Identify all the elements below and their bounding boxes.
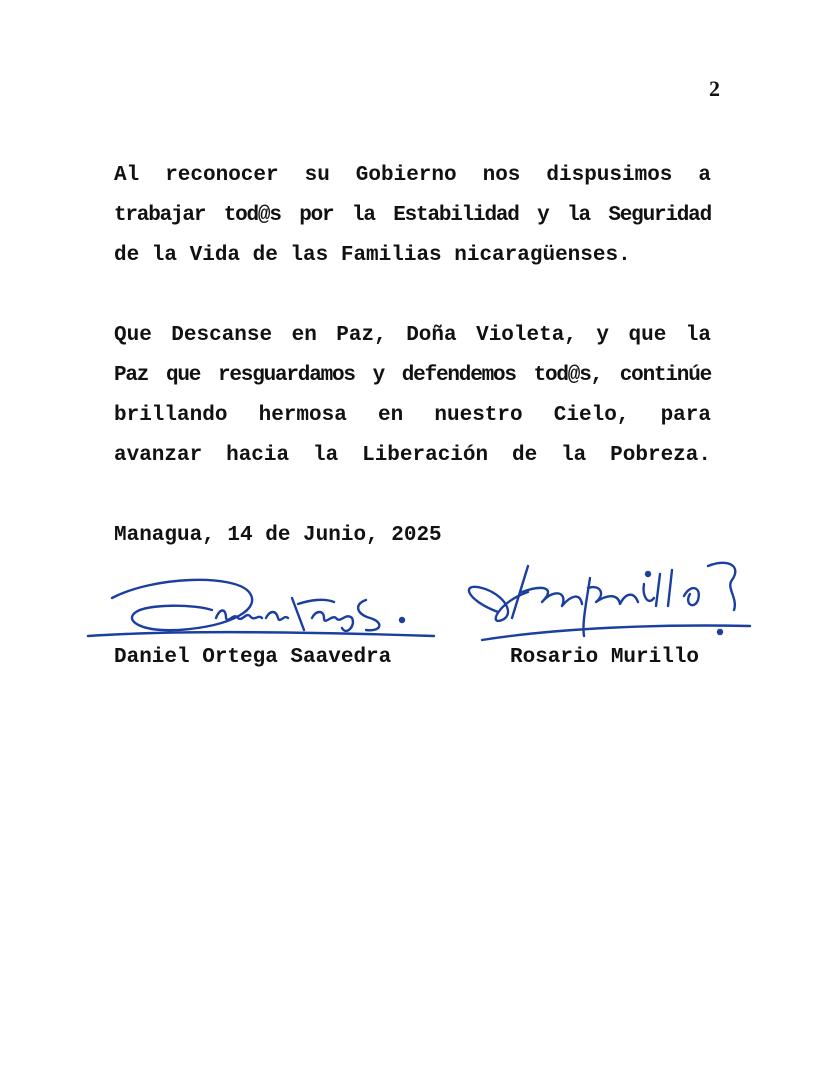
paragraph-line: Que Descanse en Paz, Doña Violeta, y que la	[114, 324, 711, 347]
paragraph-line: trabajar tod@s por la Estabilidad y la Seguridad	[114, 204, 711, 227]
signer-name-rosario-murillo: Rosario Murillo	[510, 646, 700, 669]
place-and-date: Managua, 14 de Junio, 2025	[114, 524, 442, 547]
signature-daniel-ortega	[84, 574, 444, 646]
paragraph-line: de la Vida de las Familias nicaragüenses.	[114, 244, 631, 267]
signature-rosario-murillo	[458, 548, 758, 658]
paragraph-line: Paz que resguardamos y defendemos tod@s, continúe	[114, 364, 711, 387]
paragraph-line: avanzar hacia la Liberación de la Pobreza.	[114, 444, 711, 467]
signer-name-daniel-ortega: Daniel Ortega Saavedra	[114, 646, 392, 669]
paragraph-line: Al reconocer su Gobierno nos dispusimos a	[114, 164, 711, 187]
paragraph-recognition	[114, 156, 711, 276]
paragraph-line: brillando hermosa en nuestro Cielo, para	[114, 404, 711, 427]
paragraph-rest-in-peace	[114, 316, 711, 476]
page-number: 2	[709, 76, 720, 101]
